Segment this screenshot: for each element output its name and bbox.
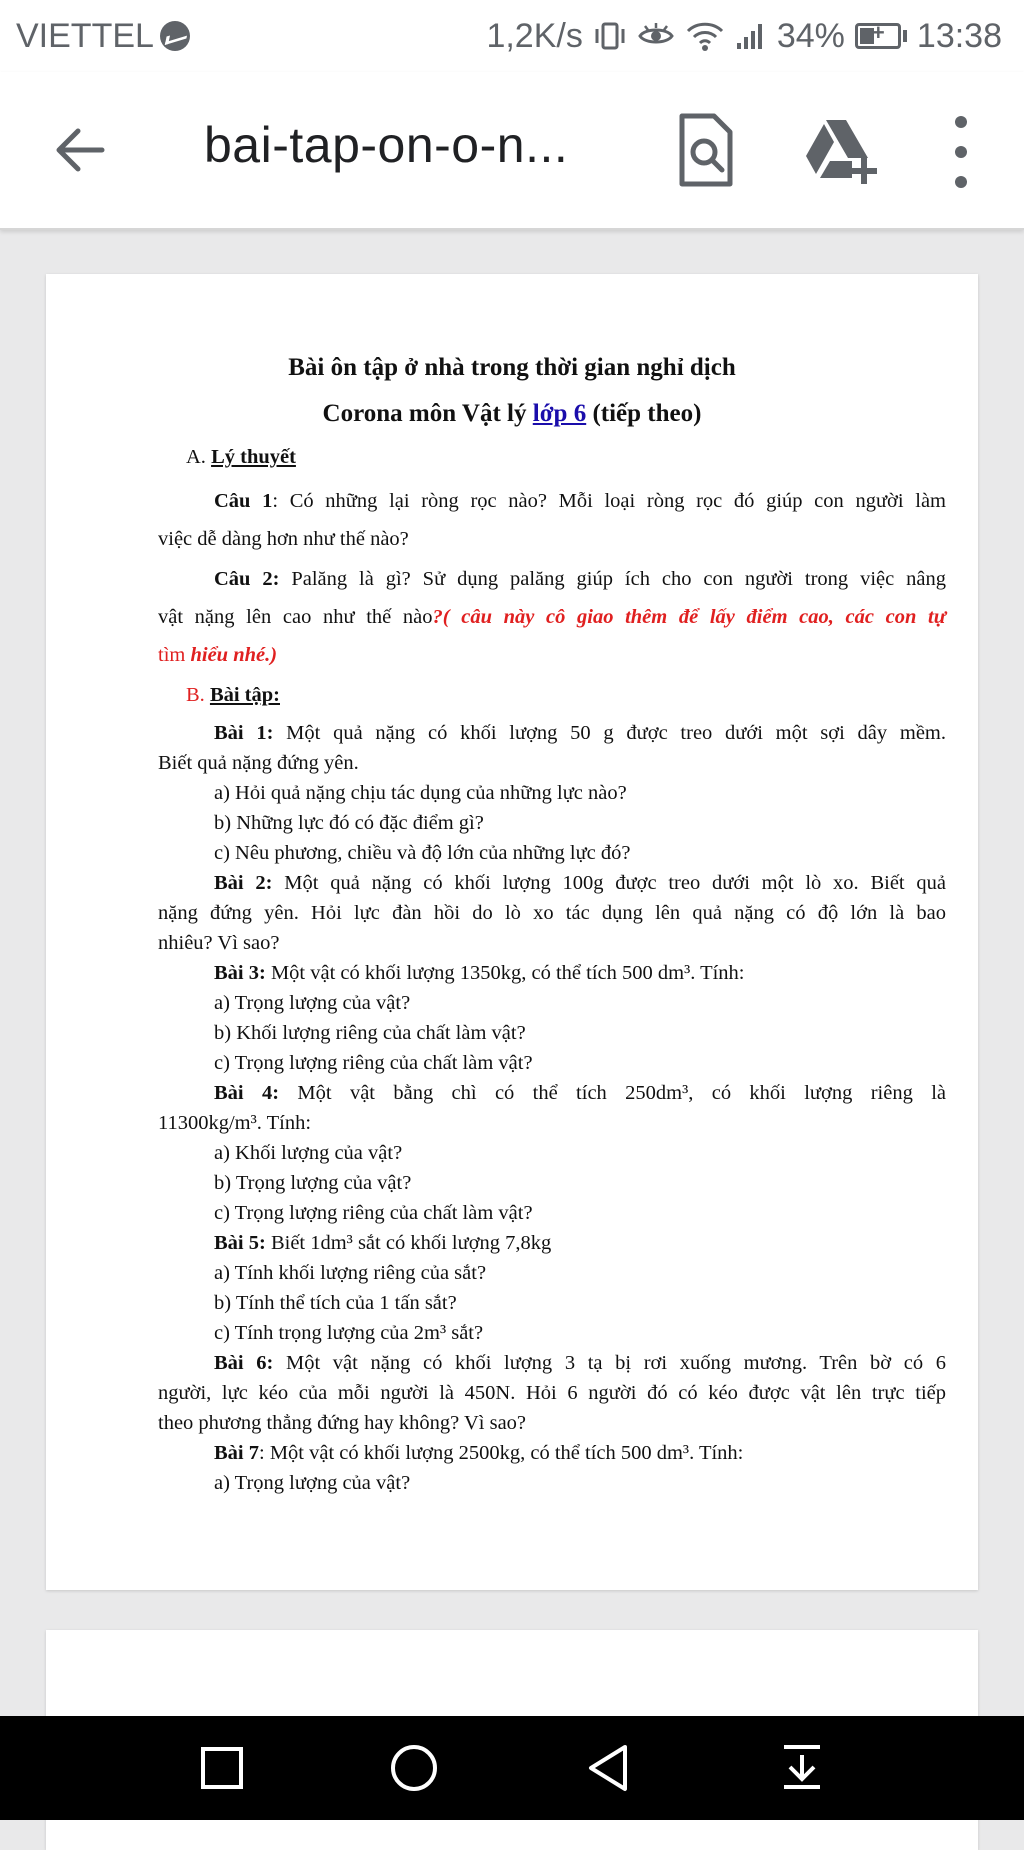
more-dot xyxy=(955,146,967,158)
teacher-note: ?( câu này cô giao thêm để lấy điểm cao, các con tự xyxy=(432,606,947,628)
section-title: Lý thuyết xyxy=(211,446,296,468)
more-vert-icon xyxy=(955,116,967,128)
more-options-button[interactable] xyxy=(948,116,974,188)
circle-icon xyxy=(389,1743,439,1793)
exercise-3-c: c) Trọng lượng riêng của chất làm vật? xyxy=(214,1052,533,1074)
clock: 13:38 xyxy=(916,16,1002,55)
search-document-icon xyxy=(676,112,736,188)
doc-heading-line2 xyxy=(46,400,978,428)
question-text: vật nặng lên cao như thế nào xyxy=(158,606,433,628)
signal-icon xyxy=(735,21,767,51)
square-icon xyxy=(200,1746,244,1790)
exercise-1-c: c) Nêu phương, chiều và độ lớn của những lực đó? xyxy=(214,842,631,864)
question-label: Câu 1 xyxy=(214,490,273,512)
system-nav-bar xyxy=(0,1716,1024,1820)
app-toolbar xyxy=(0,72,1024,230)
exercise-text: Một quả nặng có khối lượng 50 g được treo dưới một sợi dây mềm. xyxy=(273,722,946,744)
exercise-4-c: c) Trọng lượng riêng của chất làm vật? xyxy=(214,1202,533,1224)
exercise-4-line1 xyxy=(214,1082,946,1105)
exercise-text: Một quả nặng có khối lượng 100g được treo dưới một lò xo. Biết quả xyxy=(272,872,946,894)
section-title: Bài tập: xyxy=(209,684,280,706)
vibrate-icon xyxy=(593,21,627,51)
exercise-2-line1 xyxy=(214,872,946,895)
teacher-note: tìm xyxy=(158,644,191,666)
find-in-document-button[interactable] xyxy=(676,112,736,188)
status-bar xyxy=(0,0,1024,72)
exercise-3-b: b) Khối lượng riêng của chất làm vật? xyxy=(214,1022,526,1044)
battery-icon xyxy=(855,23,907,49)
exercise-label: Bài 3: xyxy=(214,962,266,984)
question-label: Câu 2: xyxy=(214,568,280,590)
status-right xyxy=(486,17,1024,56)
exercise-2-line2: nặng đứng yên. Hỏi lực đàn hồi do lò xo tác dụng lên quả nặng có độ lớn là bao xyxy=(158,902,946,924)
doc-heading-line1: Bài ôn tập ở nhà trong thời gian nghỉ dịch xyxy=(288,354,736,381)
home-button[interactable] xyxy=(382,1738,446,1798)
wifi-icon xyxy=(685,20,725,52)
recent-apps-button[interactable] xyxy=(190,1738,254,1798)
exercise-1-a: a) Hỏi quả nặng chịu tác dụng của những lực nào? xyxy=(214,782,627,804)
add-to-drive-icon xyxy=(806,116,878,186)
question-text: : Có những lại ròng rọc nào? Mỗi loại ròng rọc đó giúp con người làm xyxy=(272,490,946,512)
back-arrow-icon xyxy=(54,127,106,173)
exercise-4-line2: 11300kg/m³. Tính: xyxy=(158,1112,312,1134)
more-dot xyxy=(955,176,967,188)
exercise-1-line1 xyxy=(214,722,946,745)
section-a-heading xyxy=(186,446,296,469)
section-letter: B. xyxy=(186,684,205,706)
eye-icon xyxy=(637,21,675,51)
triangle-back-icon xyxy=(585,1743,631,1793)
exercise-5-line1 xyxy=(214,1232,551,1255)
heading-text: Corona môn Vật lý xyxy=(322,400,533,427)
grade-link[interactable]: lớp 6 xyxy=(532,400,587,427)
exercise-1-line2: Biết quả nặng đứng yên. xyxy=(158,752,359,774)
question-2-line1 xyxy=(214,568,946,591)
exercise-4-b: b) Trọng lượng của vật? xyxy=(214,1172,412,1194)
exercise-6-line1 xyxy=(214,1352,946,1375)
exercise-label: Bài 7 xyxy=(214,1442,259,1464)
exercise-3-a: a) Trọng lượng của vật? xyxy=(214,992,411,1014)
exercise-7-line1 xyxy=(214,1442,743,1465)
status-left xyxy=(0,17,190,56)
question-text: Palăng là gì? Sử dụng palăng giúp ích cho con người trong việc nâng xyxy=(279,568,946,590)
back-button[interactable] xyxy=(48,118,112,182)
exercise-text: Một vật nặng có khối lượng 3 tạ bị rơi xuống mương. Trên bờ có 6 xyxy=(273,1352,946,1374)
pull-down-icon xyxy=(780,1743,824,1793)
exercise-label: Bài 6: xyxy=(214,1352,274,1374)
notifications-button[interactable] xyxy=(770,1738,834,1798)
exercise-3-line1 xyxy=(214,962,745,985)
question-2-line2 xyxy=(158,606,946,629)
question-2-line3 xyxy=(158,644,277,667)
exercise-1-b: b) Những lực đó có đặc điểm gì? xyxy=(214,812,484,834)
question-1-line1 xyxy=(214,490,946,513)
exercise-label: Bài 4: xyxy=(214,1082,280,1104)
add-to-drive-button[interactable] xyxy=(806,116,878,186)
exercise-5-a: a) Tính khối lượng riêng của sắt? xyxy=(214,1262,487,1284)
exercise-text: Một vật bằng chì có thể tích 250dm³, có khối lượng riêng là xyxy=(279,1082,946,1104)
exercise-text: : Một vật có khối lượng 2500kg, có thể tích 500 dm³. Tính: xyxy=(259,1442,744,1464)
exercise-label: Bài 2: xyxy=(214,872,273,894)
exercise-4-a: a) Khối lượng của vật? xyxy=(214,1142,403,1164)
exercise-6-line2: người, lực kéo của mỗi người là 450N. Hỏi 6 người đó có kéo được vật lên trực tiếp xyxy=(158,1382,946,1404)
exercise-label: Bài 1: xyxy=(214,722,274,744)
exercise-5-c: c) Tính trọng lượng của 2m³ sắt? xyxy=(214,1322,484,1344)
carrier-name: VIETTEL xyxy=(16,16,154,55)
question-1-line2: việc dễ dàng hơn như thế nào? xyxy=(158,528,409,550)
exercise-text: Biết 1dm³ sắt có khối lượng 7,8kg xyxy=(265,1232,552,1254)
messenger-icon xyxy=(160,21,190,51)
exercise-2-line3: nhiêu? Vì sao? xyxy=(158,932,280,954)
exercise-5-b: b) Tính thể tích của 1 tấn sắt? xyxy=(214,1292,457,1314)
battery-percent: 34% xyxy=(776,16,845,55)
section-b-heading xyxy=(186,684,280,707)
exercise-6-line3: theo phương thẳng đứng hay không? Vì sao? xyxy=(158,1412,527,1434)
document-title: bai-tap-on-o-n... xyxy=(204,117,569,173)
network-speed: 1,2K/s xyxy=(486,16,583,55)
exercise-text: Một vật có khối lượng 1350kg, có thể tích 500 dm³. Tính: xyxy=(265,962,745,984)
document-page xyxy=(46,274,978,1590)
teacher-note: hiểu nhé.) xyxy=(190,644,278,666)
section-letter: A. xyxy=(186,446,206,468)
exercise-7-a: a) Trọng lượng của vật? xyxy=(214,1472,411,1494)
exercise-label: Bài 5: xyxy=(214,1232,266,1254)
heading-text: (tiếp theo) xyxy=(586,400,702,427)
back-nav-button[interactable] xyxy=(576,1738,640,1798)
